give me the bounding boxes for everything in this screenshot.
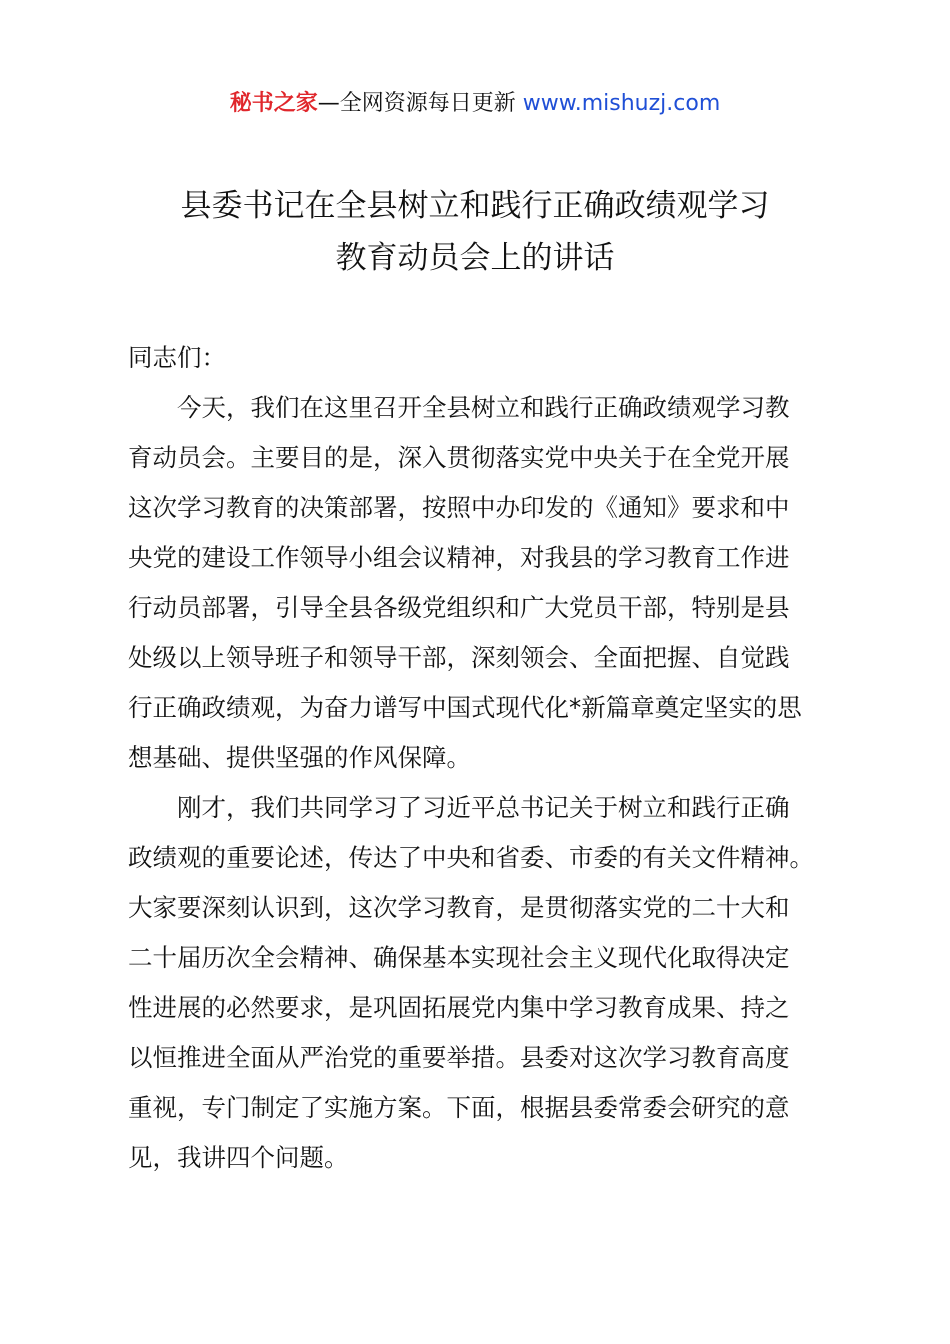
paragraph-line: 想基础、提供坚强的作风保障。 (128, 743, 471, 772)
document-title (100, 180, 850, 284)
paragraph-2 (128, 783, 838, 1183)
paragraph-line: 刚才，我们共同学习了习近平总书记关于树立和践行正确 (177, 793, 790, 822)
paragraph-line: 央党的建设工作领导小组会议精神，对我县的学习教育工作进 (128, 543, 790, 572)
site-url-link[interactable]: www.mishuzj.com (522, 91, 721, 116)
header-tagline: —全网资源每日更新 (317, 91, 523, 116)
site-header (0, 88, 950, 120)
paragraph-line: 见，我讲四个问题。 (128, 1143, 349, 1172)
paragraph-line: 育动员会。主要目的是，深入贯彻落实党中央关于在全党开展 (128, 443, 790, 472)
paragraph-1 (128, 383, 838, 783)
salutation: 同志们： (128, 343, 226, 372)
title-line: 教育动员会上的讲话 (335, 240, 615, 276)
paragraph-line: 政绩观的重要论述，传达了中央和省委、市委的有关文件精神。 (128, 843, 814, 872)
paragraph-line: 这次学习教育的决策部署，按照中办印发的《通知》要求和中 (128, 493, 790, 522)
paragraph-line: 大家要深刻认识到，这次学习教育，是贯彻落实党的二十大和 (128, 893, 790, 922)
paragraph-line: 处级以上领导班子和领导干部，深刻领会、全面把握、自觉践 (128, 643, 790, 672)
paragraph-line: 重视，专门制定了实施方案。下面，根据县委常委会研究的意 (128, 1093, 790, 1122)
paragraph-line: 今天，我们在这里召开全县树立和践行正确政绩观学习教 (177, 393, 790, 422)
paragraph-line: 性进展的必然要求，是巩固拓展党内集中学习教育成果、持之 (128, 993, 790, 1022)
paragraph-line: 二十届历次全会精神、确保基本实现社会主义现代化取得决定 (128, 943, 790, 972)
document-body (128, 333, 838, 1183)
paragraph-line: 以恒推进全面从严治党的重要举措。县委对这次学习教育高度 (128, 1043, 790, 1072)
paragraph-line: 行动员部署，引导全县各级党组织和广大党员干部，特别是县 (128, 593, 790, 622)
title-line: 县委书记在全县树立和践行正确政绩观学习 (180, 188, 770, 224)
brand-name: 秘书之家 (229, 91, 318, 116)
paragraph-line: 行正确政绩观，为奋力谱写中国式现代化*新篇章奠定坚实的思 (128, 693, 802, 722)
